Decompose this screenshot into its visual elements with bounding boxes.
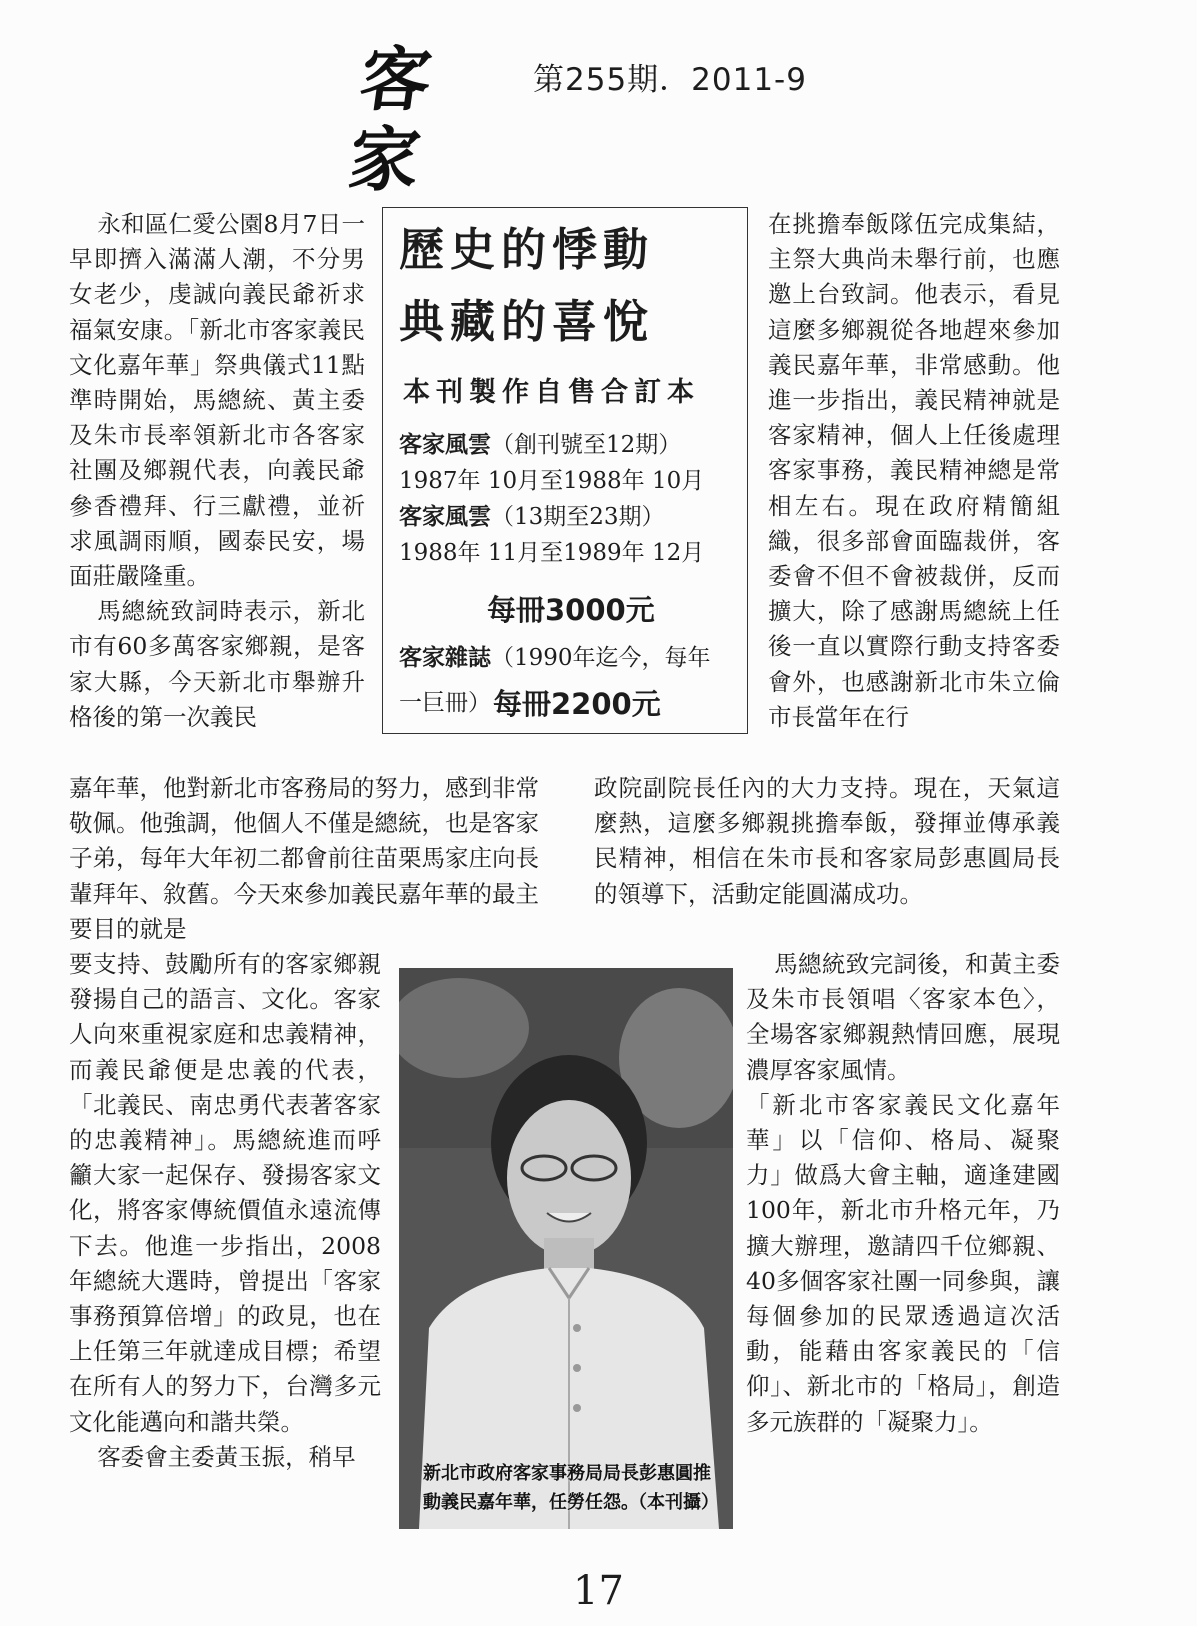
wide-left-paragraph: 嘉年華，他對新北市客務局的努力，感到非常敬佩。他強調，他個人不僅是總統，也是客家子弟，每年大年初二都會前往苗栗馬家庄向長輩拜年、敘舊。今天來參加義民嘉年華的最主要目的就是 <box>69 774 539 943</box>
ad-item-1-date: 1987年 10月至1988年 10月 <box>399 468 705 494</box>
ad-item-note: （創刊號至12期） <box>491 432 682 458</box>
photo-caption <box>423 1459 723 1517</box>
ad-item-name: 客家風雲 <box>399 504 491 530</box>
left-column-lower <box>69 947 381 1475</box>
paragraph: 在挑擔奉飯隊伍完成集結，主祭大典尚未舉行前，也應邀上台致詞。他表示，看見這麼多鄉親從各地趕來參加義民嘉年華，非常感動。他進一步指出，義民精神就是客家精神，個人上任後處理客家事務，義民精神總是常相左右。現在政府精簡組織，很多部會面臨裁併，客委會不但不會被裁併，反而擴大，除了感謝馬總統上任後一直以實際行動支持客委會外，也感謝新北市朱立倫市長當年在行 <box>768 210 1060 731</box>
ad-item-1 <box>399 428 681 462</box>
portrait-photo <box>399 968 733 1529</box>
advertisement-box <box>382 207 748 734</box>
right-column-lower <box>746 947 1060 1440</box>
issue-info: 第255期．2011-9 <box>533 62 807 98</box>
ad-item-note: （1990年迄今，每年 <box>491 645 711 671</box>
paragraph: 客委會主委黃玉振，稍早 <box>97 1442 356 1471</box>
paragraph: 永和區仁愛公園8月7日一早即擠入滿滿人潮，不分男女老少，虔誠向義民爺祈求福氣安康。「新北市客家義民文化嘉年華」祭典儀式11點準時開始，馬總統、黃主委及朱市長率領新北市各客家社團及鄉親代表，向義民爺參香禮拜、行三獻禮，並祈求風調雨順，國泰民安，場面莊嚴隆重。 <box>69 210 365 591</box>
ad-item-name: 客家風雲 <box>399 432 491 458</box>
ad-subtitle: 本刊製作自售合訂本 <box>403 377 700 408</box>
caption-text: 新北市政府客家事務局局長彭惠圓推動義民嘉年華，任勞任怨。 <box>423 1463 711 1513</box>
ad-title-line1: 歷史的悸動 <box>399 223 655 276</box>
paragraph: 馬總統致詞時表示，新北市有60多萬客家鄉親，是客家大縣，今天新北市舉辦升格後的第一次義民 <box>69 597 365 731</box>
ad-item-name: 客家雜誌 <box>399 645 491 671</box>
ad-price-1: 每冊3000元 <box>487 593 655 627</box>
wide-right-paragraph: 政院副院長任內的大力支持。現在，天氣這麼熱，這麼多鄉親挑擔奉飯，發揮並傳承義民精神，相信在朱市長和客家局彭惠圓局長的領導下，活動定能圓滿成功。 <box>594 774 1060 908</box>
magazine-logo: 客家 <box>343 38 441 201</box>
ad-price-2: 每冊2200元 <box>493 687 661 721</box>
ad-item-3-cont <box>399 686 491 720</box>
ad-item-2-date: 1988年 11月至1989年 12月 <box>399 540 705 566</box>
portrait-figure <box>399 968 733 1529</box>
right-column-upper <box>768 207 1060 735</box>
page-number: 17 <box>573 1568 624 1614</box>
paragraph: 要支持、鼓勵所有的客家鄉親發揚自己的語言、文化。客家人向來重視家庭和忠義精神，而義民爺便是忠義的代表，「北義民、南忠勇代表著客家的忠義精神」。馬總統進而呼籲大家一起保存、發揚客家文化，將客家傳統價值永遠流傳下去。他進一步指出，2008年總統大選時，曾提出「客家事務預算倍增」的政見，也在上任第三年就達成目標；希望在所有人的努力下，台灣多元文化能邁向和諧共榮。 <box>69 950 381 1436</box>
paragraph: 「新北市客家義民文化嘉年華」以「信仰、格局、凝聚力」做爲大會主軸，適逢建國100年，新北市升格元年，乃擴大辦理，邀請四千位鄉親、40多個客家社團一同參與，讓每個參加的民眾透過這次活動，能藉由客家義民的「信仰」、新北市的「格局」，創造多元族群的「凝聚力」。 <box>746 1090 1060 1436</box>
ad-item-note: （13期至23期） <box>491 504 665 530</box>
ad-item-2 <box>399 500 665 534</box>
paragraph: 馬總統致完詞後，和黃主委及朱市長領唱〈客家本色〉，全場客家鄉親熱情回應，展現濃厚客家風情。 <box>746 950 1060 1084</box>
left-column-upper <box>69 207 365 735</box>
photo-credit: （本刊攝） <box>629 1492 719 1513</box>
ad-title-line2: 典藏的喜悅 <box>399 295 655 348</box>
ad-item-note: 一巨冊） <box>399 690 491 716</box>
ad-item-3 <box>399 641 711 675</box>
